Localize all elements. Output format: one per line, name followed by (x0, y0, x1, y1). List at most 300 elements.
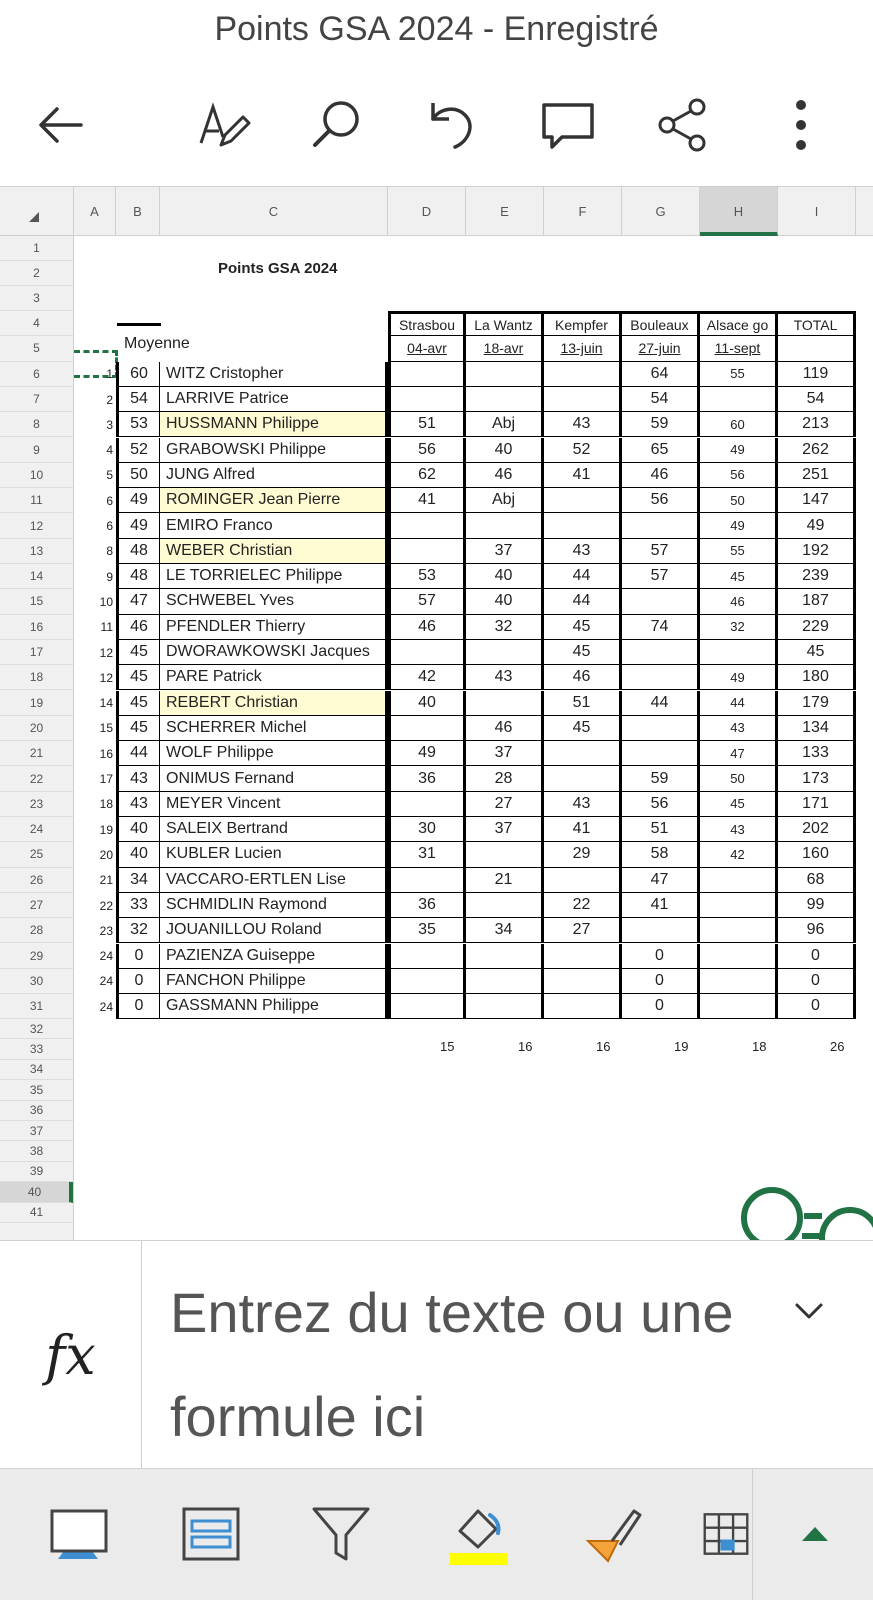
score-cell[interactable] (700, 918, 778, 943)
rank-cell[interactable]: 6 (106, 519, 113, 534)
score-cell[interactable]: 45 (544, 640, 622, 665)
score-cell[interactable]: 40 (388, 691, 466, 716)
score-cell[interactable] (388, 362, 466, 387)
score-cell[interactable]: 36 (388, 766, 466, 791)
rank-cell[interactable]: 8 (106, 544, 113, 559)
row-header-25[interactable]: 25 (0, 842, 73, 867)
player-name-cell[interactable]: WEBER Christian (160, 539, 388, 564)
score-cell[interactable]: 46 (622, 463, 700, 488)
average-cell[interactable]: 60 (116, 362, 160, 387)
average-cell[interactable]: 43 (116, 792, 160, 817)
row-header-20[interactable]: 20 (0, 716, 73, 741)
score-cell[interactable] (622, 716, 700, 741)
rank-cell[interactable]: 23 (99, 923, 113, 938)
row-header-19[interactable]: 19 (0, 691, 73, 716)
score-cell[interactable] (466, 893, 544, 918)
score-cell[interactable]: 40 (466, 438, 544, 463)
score-cell[interactable]: 50 (700, 766, 778, 791)
score-cell[interactable]: 52 (544, 438, 622, 463)
total-cell[interactable]: 229 (778, 615, 856, 640)
event-count-cell[interactable]: 26 (830, 1039, 845, 1055)
score-cell[interactable] (466, 994, 544, 1019)
score-cell[interactable]: 43 (544, 412, 622, 437)
row-header-35[interactable]: 35 (0, 1080, 73, 1100)
score-cell[interactable] (388, 792, 466, 817)
score-cell[interactable]: 47 (622, 868, 700, 893)
row-header-37[interactable]: 37 (0, 1121, 73, 1141)
average-cell[interactable]: 45 (116, 716, 160, 741)
column-header-a[interactable]: A (74, 187, 116, 236)
event-date-cell[interactable]: 04-avr (388, 336, 466, 361)
spreadsheet-grid[interactable] (0, 186, 873, 1240)
fill-color-button[interactable] (444, 1499, 514, 1569)
search-button[interactable] (302, 90, 372, 160)
row-header-8[interactable]: 8 (0, 412, 73, 437)
score-cell[interactable] (544, 994, 622, 1019)
total-cell[interactable]: 99 (778, 893, 856, 918)
score-cell[interactable]: 65 (622, 438, 700, 463)
row-header-27[interactable]: 27 (0, 893, 73, 918)
score-cell[interactable] (466, 691, 544, 716)
score-cell[interactable]: 55 (700, 539, 778, 564)
score-cell[interactable] (622, 665, 700, 690)
event-count-cell[interactable]: 18 (752, 1039, 767, 1055)
column-header-g[interactable]: G (622, 187, 700, 236)
total-cell[interactable]: 262 (778, 438, 856, 463)
average-cell[interactable]: 47 (116, 589, 160, 614)
score-cell[interactable]: 43 (700, 716, 778, 741)
total-cell[interactable]: 96 (778, 918, 856, 943)
score-cell[interactable]: 44 (544, 564, 622, 589)
score-cell[interactable]: 44 (700, 691, 778, 716)
rank-cell[interactable]: 2 (106, 392, 113, 407)
total-cell[interactable]: 180 (778, 665, 856, 690)
score-cell[interactable]: 42 (700, 842, 778, 867)
score-cell[interactable] (700, 640, 778, 665)
score-cell[interactable]: 60 (700, 412, 778, 437)
score-cell[interactable] (544, 741, 622, 766)
more-button[interactable] (766, 90, 836, 160)
score-cell[interactable]: 49 (700, 438, 778, 463)
rank-cell[interactable]: 12 (99, 645, 113, 660)
rank-cell[interactable]: 5 (106, 468, 113, 483)
player-name-cell[interactable]: SCHWEBEL Yves (160, 589, 388, 614)
average-cell[interactable]: 53 (116, 412, 160, 437)
average-cell[interactable]: 34 (116, 868, 160, 893)
column-header-b[interactable]: B (116, 187, 160, 236)
score-cell[interactable]: 41 (388, 488, 466, 513)
player-name-cell[interactable]: JOUANILLOU Roland (160, 918, 388, 943)
score-cell[interactable] (544, 944, 622, 969)
score-cell[interactable]: 37 (466, 817, 544, 842)
row-header-16[interactable]: 16 (0, 615, 73, 640)
score-cell[interactable] (466, 640, 544, 665)
player-name-cell[interactable]: LARRIVE Patrice (160, 387, 388, 412)
score-cell[interactable]: 41 (544, 463, 622, 488)
row-header-29[interactable]: 29 (0, 944, 73, 969)
row-header-41[interactable]: 41 (0, 1203, 73, 1223)
row-header-15[interactable]: 15 (0, 589, 73, 614)
score-cell[interactable]: 35 (388, 918, 466, 943)
player-name-cell[interactable]: REBERT Christian (160, 691, 388, 716)
event-count-cell[interactable]: 15 (440, 1039, 455, 1055)
comment-button[interactable] (533, 90, 603, 160)
score-cell[interactable]: 32 (466, 615, 544, 640)
score-cell[interactable] (622, 918, 700, 943)
score-cell[interactable]: 36 (388, 893, 466, 918)
score-cell[interactable]: 41 (622, 893, 700, 918)
rank-cell[interactable]: 6 (106, 493, 113, 508)
score-cell[interactable]: 49 (700, 513, 778, 538)
total-cell[interactable]: 179 (778, 691, 856, 716)
clear-format-button[interactable] (580, 1499, 650, 1569)
rank-cell[interactable]: 20 (99, 847, 113, 862)
score-cell[interactable]: 56 (388, 438, 466, 463)
average-cell[interactable]: 43 (116, 766, 160, 791)
row-header-39[interactable]: 39 (0, 1162, 73, 1182)
average-cell[interactable]: 52 (116, 438, 160, 463)
average-cell[interactable]: 46 (116, 615, 160, 640)
total-cell[interactable]: 0 (778, 994, 856, 1019)
score-cell[interactable] (622, 513, 700, 538)
row-header-31[interactable]: 31 (0, 994, 73, 1019)
row-header-14[interactable]: 14 (0, 564, 73, 589)
score-cell[interactable]: 51 (622, 817, 700, 842)
rank-cell[interactable]: 3 (106, 417, 113, 432)
total-cell[interactable]: 119 (778, 362, 856, 387)
score-cell[interactable] (388, 539, 466, 564)
score-cell[interactable] (700, 868, 778, 893)
row-header-9[interactable]: 9 (0, 438, 73, 463)
total-cell[interactable]: 171 (778, 792, 856, 817)
row-header-21[interactable]: 21 (0, 741, 73, 766)
row-header-11[interactable]: 11 (0, 488, 73, 513)
score-cell[interactable]: 54 (622, 387, 700, 412)
player-name-cell[interactable]: GASSMANN Philippe (160, 994, 388, 1019)
score-cell[interactable]: 51 (388, 412, 466, 437)
score-cell[interactable] (388, 994, 466, 1019)
row-header-3[interactable]: 3 (0, 286, 73, 311)
rank-cell[interactable]: 17 (99, 772, 113, 787)
total-cell[interactable]: 192 (778, 539, 856, 564)
column-header-d[interactable]: D (388, 187, 466, 236)
total-cell[interactable]: 49 (778, 513, 856, 538)
score-cell[interactable]: 57 (622, 539, 700, 564)
score-cell[interactable]: 27 (544, 918, 622, 943)
score-cell[interactable] (622, 640, 700, 665)
formula-input[interactable]: Entrez du texte ou une formule ici (170, 1281, 734, 1448)
score-cell[interactable] (388, 387, 466, 412)
row-header-32[interactable]: 32 (0, 1019, 73, 1039)
score-cell[interactable]: 21 (466, 868, 544, 893)
score-cell[interactable] (466, 387, 544, 412)
rank-cell[interactable]: 9 (106, 569, 113, 584)
rank-cell[interactable]: 22 (99, 898, 113, 913)
sheet-title-cell[interactable]: Points GSA 2024 (218, 260, 338, 277)
column-header-i[interactable]: I (778, 187, 856, 236)
score-cell[interactable] (544, 868, 622, 893)
event-date-cell[interactable]: 27-juin (622, 336, 700, 361)
total-cell[interactable]: 134 (778, 716, 856, 741)
total-cell[interactable]: 187 (778, 589, 856, 614)
row-header-13[interactable]: 13 (0, 539, 73, 564)
total-cell[interactable]: 68 (778, 868, 856, 893)
score-cell[interactable]: 46 (700, 589, 778, 614)
score-cell[interactable] (466, 969, 544, 994)
expand-toolbar-button[interactable] (780, 1499, 850, 1569)
average-cell[interactable]: 45 (116, 665, 160, 690)
total-cell[interactable]: 239 (778, 564, 856, 589)
row-header-17[interactable]: 17 (0, 640, 73, 665)
row-header-33[interactable]: 33 (0, 1039, 73, 1059)
score-cell[interactable] (388, 640, 466, 665)
player-name-cell[interactable]: MEYER Vincent (160, 792, 388, 817)
score-cell[interactable] (544, 766, 622, 791)
row-header-24[interactable]: 24 (0, 817, 73, 842)
excel-scroll-handle-icon[interactable] (738, 1186, 873, 1240)
score-cell[interactable] (544, 969, 622, 994)
rank-cell[interactable]: 19 (99, 822, 113, 837)
event-name-cell[interactable]: Strasbou (388, 311, 466, 336)
event-date-cell[interactable]: 13-juin (544, 336, 622, 361)
score-cell[interactable]: 56 (700, 463, 778, 488)
column-header-c[interactable]: C (160, 187, 388, 236)
column-header-h[interactable]: H (700, 187, 778, 236)
score-cell[interactable] (544, 362, 622, 387)
score-cell[interactable]: 44 (544, 589, 622, 614)
average-label-cell[interactable]: Moyenne (124, 335, 190, 352)
rank-cell[interactable]: 11 (100, 620, 113, 635)
score-cell[interactable]: 49 (388, 741, 466, 766)
score-cell[interactable]: 43 (466, 665, 544, 690)
score-cell[interactable]: 32 (700, 615, 778, 640)
player-name-cell[interactable]: KUBLER Lucien (160, 842, 388, 867)
score-cell[interactable]: 62 (388, 463, 466, 488)
event-name-cell[interactable]: La Wantz (466, 311, 544, 336)
insert-table-button[interactable] (700, 1499, 752, 1569)
score-cell[interactable]: 49 (700, 665, 778, 690)
player-name-cell[interactable]: SCHERRER Michel (160, 716, 388, 741)
rank-cell[interactable]: 14 (99, 696, 113, 711)
total-cell[interactable]: 133 (778, 741, 856, 766)
score-cell[interactable]: 34 (466, 918, 544, 943)
score-cell[interactable]: 45 (700, 564, 778, 589)
player-name-cell[interactable]: EMIRO Franco (160, 513, 388, 538)
column-header-e[interactable]: E (466, 187, 544, 236)
back-button[interactable] (26, 90, 96, 160)
average-cell[interactable]: 32 (116, 918, 160, 943)
average-cell[interactable]: 54 (116, 387, 160, 412)
player-name-cell[interactable]: DWORAWKOWSKI Jacques (160, 640, 388, 665)
select-all-corner[interactable] (0, 187, 74, 236)
cell-grid[interactable] (74, 236, 873, 1240)
total-cell[interactable]: 160 (778, 842, 856, 867)
score-cell[interactable]: 45 (544, 615, 622, 640)
player-name-cell[interactable]: SALEIX Bertrand (160, 817, 388, 842)
average-cell[interactable]: 50 (116, 463, 160, 488)
score-cell[interactable]: 58 (622, 842, 700, 867)
total-cell[interactable]: 45 (778, 640, 856, 665)
score-cell[interactable]: 43 (544, 539, 622, 564)
total-cell[interactable]: 173 (778, 766, 856, 791)
rank-cell[interactable]: 1 (106, 367, 113, 382)
player-name-cell[interactable]: FANCHON Philippe (160, 969, 388, 994)
average-cell[interactable]: 0 (116, 944, 160, 969)
score-cell[interactable]: 46 (466, 716, 544, 741)
rank-cell[interactable]: 24 (99, 974, 113, 989)
event-count-cell[interactable]: 19 (674, 1039, 689, 1055)
freeze-panes-button[interactable] (44, 1499, 114, 1569)
score-cell[interactable] (388, 944, 466, 969)
total-header-cell[interactable]: TOTAL (778, 311, 856, 336)
player-name-cell[interactable]: LE TORRIELEC Philippe (160, 564, 388, 589)
average-cell[interactable]: 48 (116, 539, 160, 564)
score-cell[interactable]: 45 (700, 792, 778, 817)
score-cell[interactable] (700, 893, 778, 918)
row-header-36[interactable]: 36 (0, 1101, 73, 1121)
score-cell[interactable]: 40 (466, 564, 544, 589)
score-cell[interactable]: 50 (700, 488, 778, 513)
event-name-cell[interactable]: Alsace go (700, 311, 778, 336)
row-header-10[interactable]: 10 (0, 463, 73, 488)
score-cell[interactable]: Abj (466, 412, 544, 437)
score-cell[interactable]: 44 (622, 691, 700, 716)
score-cell[interactable] (700, 994, 778, 1019)
player-name-cell[interactable]: VACCARO-ERTLEN Lise (160, 868, 388, 893)
event-name-cell[interactable]: Kempfer (544, 311, 622, 336)
score-cell[interactable] (466, 842, 544, 867)
rank-cell[interactable]: 12 (99, 670, 113, 685)
score-cell[interactable] (700, 944, 778, 969)
row-header-18[interactable]: 18 (0, 665, 73, 690)
event-count-cell[interactable]: 16 (596, 1039, 611, 1055)
player-name-cell[interactable]: ONIMUS Fernand (160, 766, 388, 791)
total-cell[interactable]: 0 (778, 969, 856, 994)
rank-cell[interactable]: 16 (99, 746, 113, 761)
row-header-40[interactable]: 40 (0, 1182, 73, 1202)
score-cell[interactable] (388, 513, 466, 538)
rank-cell[interactable]: 24 (99, 949, 113, 964)
rank-cell[interactable]: 10 (99, 594, 113, 609)
player-name-cell[interactable]: PFENDLER Thierry (160, 615, 388, 640)
score-cell[interactable]: 55 (700, 362, 778, 387)
rank-cell[interactable]: 15 (99, 721, 113, 736)
row-header-4[interactable]: 4 (0, 311, 73, 336)
event-date-cell[interactable]: 18-avr (466, 336, 544, 361)
score-cell[interactable]: 0 (622, 994, 700, 1019)
average-cell[interactable]: 49 (116, 513, 160, 538)
score-cell[interactable]: 46 (388, 615, 466, 640)
score-cell[interactable]: 30 (388, 817, 466, 842)
player-name-cell[interactable]: WITZ Cristopher (160, 362, 388, 387)
score-cell[interactable]: 27 (466, 792, 544, 817)
rank-cell[interactable]: 4 (106, 443, 113, 458)
score-cell[interactable]: 31 (388, 842, 466, 867)
rank-cell[interactable]: 18 (99, 797, 113, 812)
average-cell[interactable]: 48 (116, 564, 160, 589)
row-header-7[interactable]: 7 (0, 387, 73, 412)
total-cell[interactable]: 54 (778, 387, 856, 412)
score-cell[interactable]: 22 (544, 893, 622, 918)
row-header-12[interactable]: 12 (0, 513, 73, 538)
score-cell[interactable] (622, 589, 700, 614)
score-cell[interactable]: 74 (622, 615, 700, 640)
player-name-cell[interactable]: PAZIENZA Guiseppe (160, 944, 388, 969)
score-cell[interactable] (700, 387, 778, 412)
total-cell[interactable]: 251 (778, 463, 856, 488)
player-name-cell[interactable]: HUSSMANN Philippe (160, 412, 388, 437)
score-cell[interactable]: 45 (544, 716, 622, 741)
score-cell[interactable]: 64 (622, 362, 700, 387)
score-cell[interactable]: 59 (622, 766, 700, 791)
average-cell[interactable]: 0 (116, 969, 160, 994)
table-format-button[interactable] (176, 1499, 246, 1569)
edit-button[interactable] (188, 90, 258, 160)
total-cell[interactable]: 0 (778, 944, 856, 969)
row-header-6[interactable]: 6 (0, 362, 73, 387)
score-cell[interactable]: 56 (622, 488, 700, 513)
average-cell[interactable]: 45 (116, 691, 160, 716)
row-header-26[interactable]: 26 (0, 868, 73, 893)
player-name-cell[interactable]: PARE Patrick (160, 665, 388, 690)
total-cell[interactable]: 213 (778, 412, 856, 437)
row-header-28[interactable]: 28 (0, 918, 73, 943)
rank-cell[interactable]: 24 (99, 999, 113, 1014)
score-cell[interactable]: 43 (544, 792, 622, 817)
total-cell[interactable]: 147 (778, 488, 856, 513)
score-cell[interactable]: 59 (622, 412, 700, 437)
row-header-38[interactable]: 38 (0, 1141, 73, 1161)
player-name-cell[interactable]: ROMINGER Jean Pierre (160, 488, 388, 513)
score-cell[interactable] (388, 969, 466, 994)
score-cell[interactable]: 29 (544, 842, 622, 867)
undo-button[interactable] (416, 90, 486, 160)
score-cell[interactable] (466, 513, 544, 538)
score-cell[interactable] (388, 868, 466, 893)
column-header-f[interactable]: F (544, 187, 622, 236)
score-cell[interactable]: 43 (700, 817, 778, 842)
score-cell[interactable]: 57 (622, 564, 700, 589)
row-header-30[interactable]: 30 (0, 969, 73, 994)
score-cell[interactable] (388, 716, 466, 741)
average-cell[interactable]: 45 (116, 640, 160, 665)
score-cell[interactable] (622, 741, 700, 766)
score-cell[interactable] (544, 488, 622, 513)
row-header-22[interactable]: 22 (0, 766, 73, 791)
row-header-5[interactable]: 5 (0, 336, 73, 361)
event-date-cell[interactable]: 11-sept (700, 336, 778, 361)
player-name-cell[interactable]: SCHMIDLIN Raymond (160, 893, 388, 918)
player-name-cell[interactable]: WOLF Philippe (160, 741, 388, 766)
score-cell[interactable]: 47 (700, 741, 778, 766)
score-cell[interactable]: 51 (544, 691, 622, 716)
score-cell[interactable] (544, 387, 622, 412)
average-cell[interactable]: 40 (116, 842, 160, 867)
total-header-blank-cell[interactable] (778, 336, 856, 361)
score-cell[interactable]: Abj (466, 488, 544, 513)
score-cell[interactable]: 56 (622, 792, 700, 817)
function-fx-button[interactable]: fx (0, 1241, 142, 1469)
score-cell[interactable] (466, 944, 544, 969)
score-cell[interactable]: 57 (388, 589, 466, 614)
chevron-down-icon[interactable] (789, 1291, 829, 1331)
filter-button[interactable] (306, 1499, 376, 1569)
average-cell[interactable]: 49 (116, 488, 160, 513)
score-cell[interactable]: 37 (466, 539, 544, 564)
score-cell[interactable]: 40 (466, 589, 544, 614)
average-cell[interactable]: 0 (116, 994, 160, 1019)
score-cell[interactable]: 0 (622, 944, 700, 969)
